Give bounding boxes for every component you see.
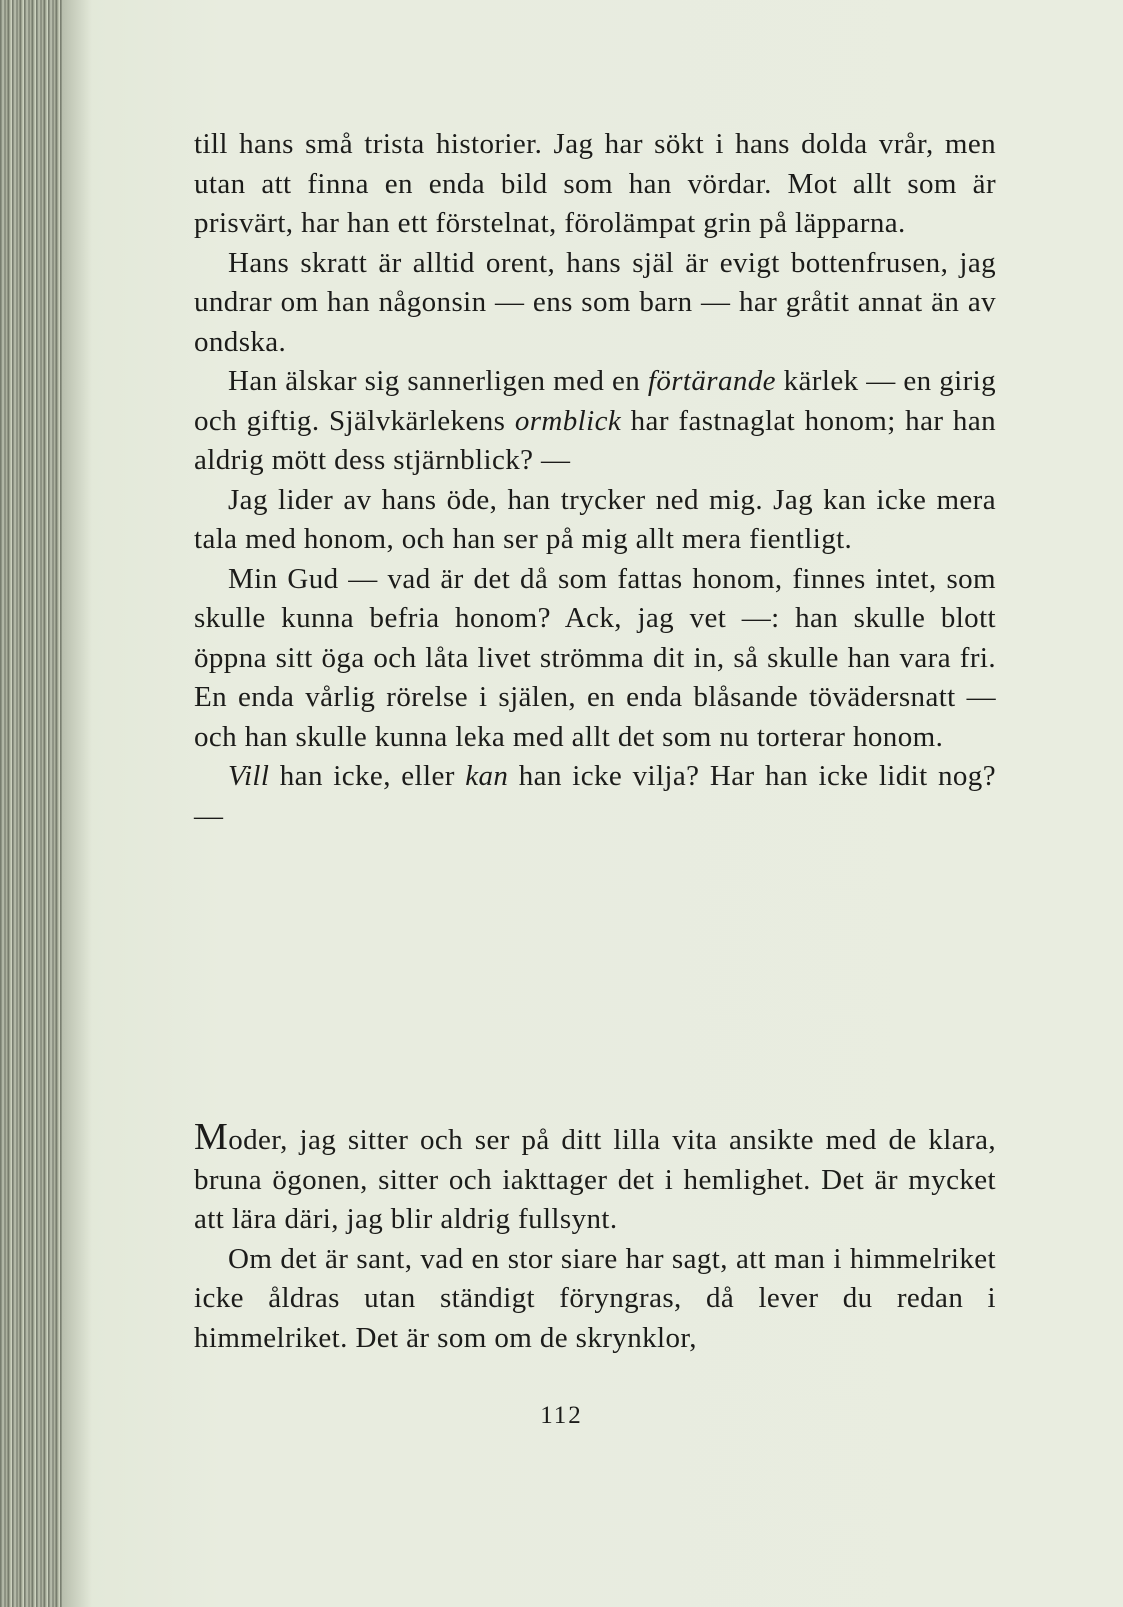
text-run: Han älskar sig sannerligen med en <box>228 365 648 397</box>
drop-cap-letter: M <box>194 1116 229 1158</box>
paragraph <box>194 757 996 836</box>
page-number: 112 <box>540 1402 583 1429</box>
text-run: Min Gud — vad är det då som fattas honom, finnes intet, som skulle kunna befria honom? Ack, jag vet —: han skulle blott öppna sitt öga och låta livet strömma dit in, så skulle han vara fri. En enda vårlig rörelse i själen, en enda blåsande tövädersnatt — och han skulle kunna leka med allt det som nu torterar honom. <box>194 562 996 753</box>
italic-emphasis: ormblick <box>514 404 622 437</box>
text-run: har fastnaglat honom; har han aldrig mött dess stjärnblick? — <box>194 404 996 476</box>
italic-emphasis: kan <box>465 760 509 792</box>
text-run: oder, jag sitter och ser på ditt lilla vita ansikte med de klara, bruna ögonen, sitter och iakttager det i hemlighet. Det är mycket att lära däri, jag blir aldrig fullsynt. <box>194 1124 996 1235</box>
paragraph <box>194 1118 996 1240</box>
italic-emphasis: Vill <box>228 760 270 792</box>
paragraph <box>194 362 996 481</box>
text-section-2 <box>194 1118 996 1358</box>
paragraph <box>194 125 996 244</box>
italic-emphasis: förtärande <box>647 365 776 397</box>
text-run: kärlek — en girig och giftig. Självkärlekens <box>194 365 996 437</box>
paragraph <box>194 560 996 758</box>
text-run: Om det är sant, vad en stor siare har sagt, att man i himmelriket icke åldras utan ständigt föryngras, då lever du redan i himmelriket. Det är som om de skrynklor, <box>194 1242 996 1354</box>
text-section-1 <box>194 125 996 836</box>
text-run: till hans små trista historier. Jag har sökt i hans dolda vrår, men utan att finna en enda bild som han vördar. Mot allt som är prisvärt, har han ett förstelnat, förolämpat grin på läpparna. <box>194 128 996 239</box>
paragraph <box>194 481 996 560</box>
text-run: han icke vilja? Har han icke lidit nog? — <box>194 760 996 832</box>
text-run: han icke, eller <box>269 760 466 792</box>
page-edge-gutter <box>0 0 62 1607</box>
paragraph <box>194 244 996 363</box>
gutter-shadow <box>62 0 92 1607</box>
text-run: Jag lider av hans öde, han trycker ned mig. Jag kan icke mera tala med honom, och han ser på mig allt mera fientligt. <box>194 483 996 555</box>
paragraph <box>194 1240 996 1359</box>
text-run: Hans skratt är alltid orent, hans själ är evigt bottenfrusen, jag undrar om han någonsin — ens som barn — har gråtit annat än av ondska. <box>194 246 996 358</box>
